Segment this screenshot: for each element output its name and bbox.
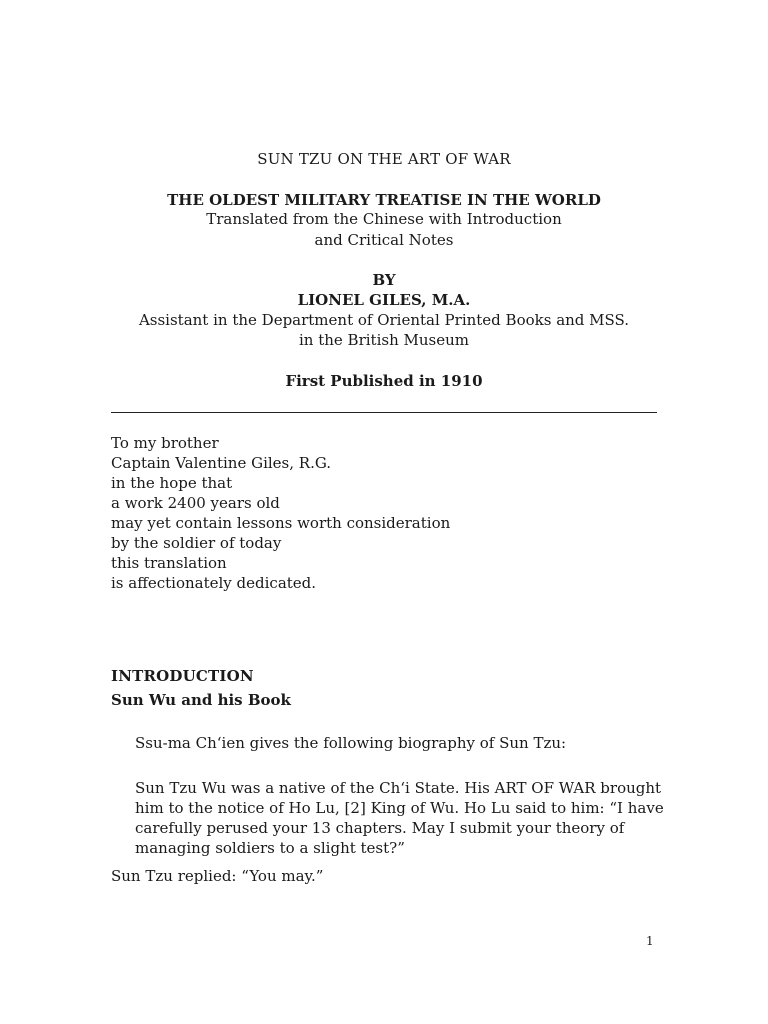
book-subtitle: THE OLDEST MILITARY TREATISE IN THE WORLD [167,191,601,209]
dedication-line: in the hope that [111,474,233,492]
quoted-paragraph [135,778,664,858]
page-number: 1 [646,934,654,948]
by-label: BY [372,271,396,289]
section-subheading: Sun Wu and his Book [111,691,291,709]
paragraph-line: him to the notice of Ho Lu, [2] King of Wu. Ho Lu said to him: “I have [135,799,664,817]
paragraph: Sun Tzu replied: “You may.” [111,867,324,885]
author-affiliation-line2: in the British Museum [299,331,469,349]
dedication-line: Captain Valentine Giles, R.G. [111,454,332,472]
dedication [111,433,450,593]
translation-note-line2: and Critical Notes [314,231,454,249]
book-title: SUN TZU ON THE ART OF WAR [257,150,511,168]
author-affiliation-line1: Assistant in the Department of Oriental Printed Books and MSS. [138,311,630,329]
translation-note-line1: Translated from the Chinese with Introduction [206,210,562,228]
paragraph-line: managing soldiers to a slight test?” [135,839,405,857]
dedication-line: is affectionately dedicated. [111,574,317,592]
paragraph-line: Sun Tzu Wu was a native of the Ch‘i State. His ART OF WAR brought [135,779,662,797]
horizontal-divider [111,412,657,413]
publication-note: First Published in 1910 [285,372,483,390]
paragraph-line: carefully perused your 13 chapters. May I submit your theory of [135,819,625,837]
paragraph: Ssu-ma Ch‘ien gives the following biography of Sun Tzu: [135,734,567,752]
dedication-line: this translation [111,554,227,572]
dedication-line: by the soldier of today [111,534,282,552]
dedication-line: a work 2400 years old [111,494,280,512]
author-name: LIONEL GILES, M.A. [297,291,471,309]
section-heading: INTRODUCTION [111,667,254,685]
dedication-line: may yet contain lessons worth consideration [111,514,451,532]
dedication-line: To my brother [111,434,219,452]
